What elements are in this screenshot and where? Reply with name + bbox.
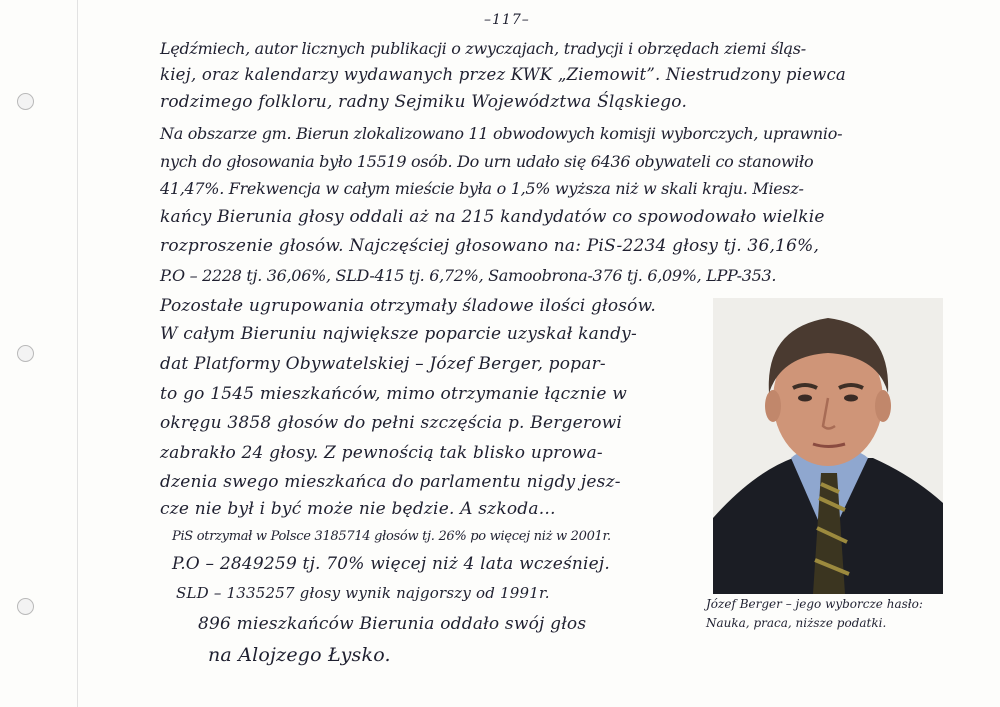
text-line: nych do głosowania było 15519 osób. Do urn udało się 6436 obywateli co stanowiło	[160, 152, 814, 171]
text-line: P.O – 2849259 tj. 70% więcej niż 4 lata wcześniej.	[172, 554, 611, 574]
text-line: rodzimego folkloru, radny Sejmiku Województwa Śląskiego.	[160, 92, 688, 112]
binder-hole-top	[17, 93, 34, 110]
portrait-illustration	[713, 298, 943, 594]
text-line: SLD – 1335257 głosy wynik najgorszy od 1991r.	[176, 584, 550, 602]
photo-caption-slogan: Nauka, praca, niższe podatki.	[706, 616, 887, 630]
text-line: kiej, oraz kalendarzy wydawanych przez KWK „Ziemowit”. Niestrudzony piewca	[160, 65, 846, 84]
text-line: rozproszenie głosów. Najczęściej głosowano na: PiS-2234 głosy tj. 36,16%,	[160, 236, 820, 256]
text-line: PiS otrzymał w Polsce 3185714 głosów tj. 26% po więcej niż w 2001r.	[172, 529, 611, 544]
text-line: dat Platformy Obywatelskiej – Józef Berger, popar-	[160, 354, 606, 374]
text-line: to go 1545 mieszkańców, mimo otrzymanie łącznie w	[160, 384, 627, 404]
portrait-photo	[713, 298, 943, 594]
text-line: Na obszarze gm. Bierun zlokalizowano 11 obwodowych komisji wyborczych, uprawnio-	[160, 124, 843, 143]
text-line: na Alojzego Łysko.	[208, 644, 391, 666]
text-line: Pozostałe ugrupowania otrzymały śladowe ilości głosów.	[160, 296, 656, 316]
margin-line	[77, 0, 78, 707]
text-line: Lędźmiech, autor licznych publikacji o zwyczajach, tradycji i obrzędach ziemi śląs-	[160, 39, 806, 58]
text-line: 41,47%. Frekwencja w całym mieście była o 1,5% wyższa niż w skali kraju. Miesz-	[160, 179, 804, 198]
binder-hole-middle	[17, 345, 34, 362]
text-line: zabrakło 24 głosy. Z pewnością tak blisko uprowa-	[160, 443, 603, 463]
text-line: 896 mieszkańców Bierunia oddało swój głos	[198, 614, 587, 634]
binder-hole-bottom	[17, 598, 34, 615]
text-line: P.O – 2228 tj. 36,06%, SLD-415 tj. 6,72%, Samoobrona-376 tj. 6,09%, LPP-353.	[160, 266, 777, 285]
text-line: okręgu 3858 głosów do pełni szczęścia p. Bergerowi	[160, 413, 623, 433]
page-number: –117–	[484, 12, 530, 28]
text-line: cze nie był i być może nie będzie. A szkoda…	[160, 499, 556, 519]
text-line: W całym Bieruniu największe poparcie uzyskał kandy-	[160, 324, 637, 344]
text-line: kańcy Bierunia głosy oddali aż na 215 kandydatów co spowodowało wielkie	[160, 207, 825, 227]
text-line: dzenia swego mieszkańca do parlamentu nigdy jesz-	[160, 472, 621, 492]
photo-caption: Józef Berger – jego wyborcze hasło:	[706, 597, 923, 611]
